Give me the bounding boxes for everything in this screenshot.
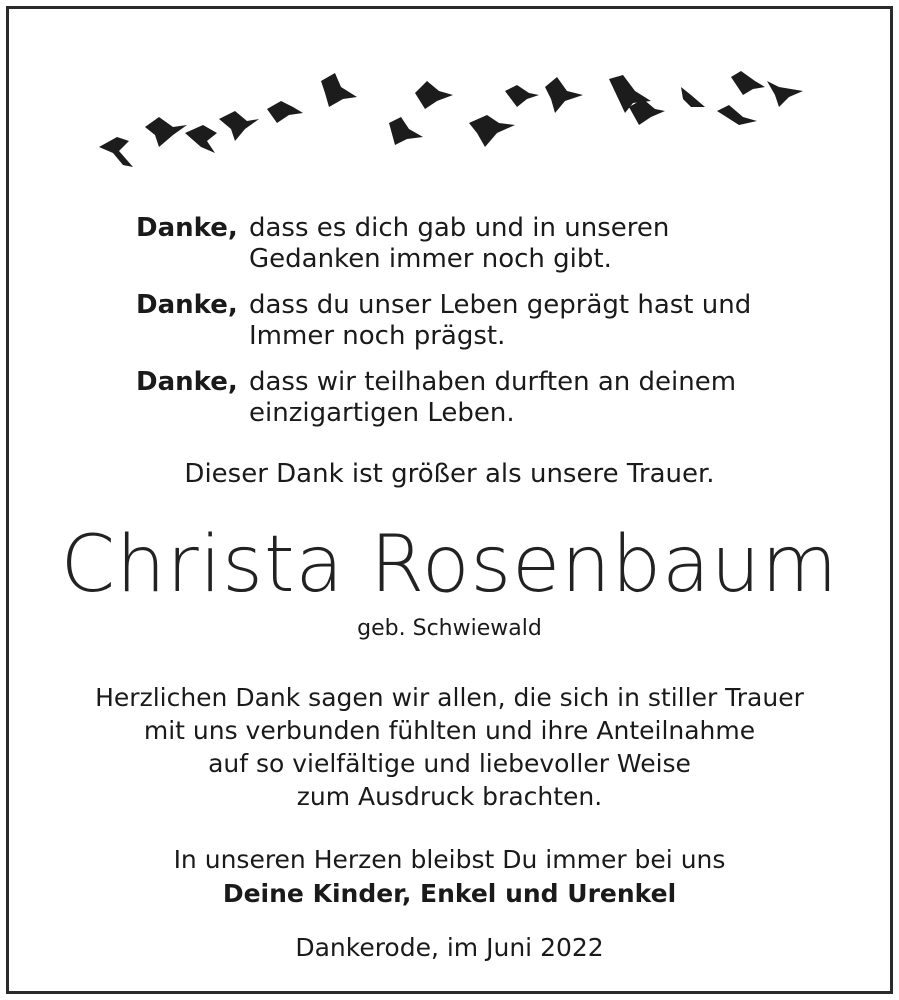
thanks-line: Gedanken immer noch gibt. — [249, 244, 612, 274]
thanks-word: Danke, — [136, 213, 238, 243]
obituary-card — [6, 6, 893, 994]
thanks-word: Danke, — [136, 367, 238, 397]
thanks-line: dass du unser Leben geprägt hast und — [249, 290, 752, 320]
thanks-word: Danke, — [136, 290, 238, 320]
signoff-line: In unseren Herzen bleibst Du immer bei uns — [173, 845, 726, 874]
flying-birds-icon — [89, 67, 819, 179]
thanks-row — [136, 290, 856, 352]
birth-name: geb. Schwiewald — [357, 616, 542, 641]
deceased-name: Christa Rosenbaum — [60, 520, 839, 610]
thanks-text — [249, 290, 856, 352]
thanks-line: einzigartigen Leben. — [249, 398, 515, 428]
place-date: Dankerode, im Juni 2022 — [295, 933, 604, 962]
thanks-row — [136, 367, 856, 429]
family-signature: Deine Kinder, Enkel und Urenkel — [222, 879, 677, 908]
thanks-line: dass es dich gab und in unseren — [249, 213, 670, 243]
message-line: zum Ausdruck brachten. — [296, 782, 603, 811]
message-line: mit uns verbunden fühlten und ihre Anteilnahme — [143, 716, 756, 745]
message-line: Herzlichen Dank sagen wir allen, die sich in stiller Trauer — [95, 683, 804, 712]
thanks-row — [136, 213, 856, 275]
thanks-section — [136, 213, 856, 444]
thank-you-message — [9, 681, 890, 813]
message-line: auf so vielfältige und liebevoller Weise — [208, 749, 691, 778]
thanks-text — [249, 213, 856, 275]
thanks-line: Immer noch prägst. — [249, 321, 506, 351]
thanks-text — [249, 367, 856, 429]
closing-line: Dieser Dank ist größer als unsere Trauer. — [184, 459, 715, 489]
thanks-line: dass wir teilhaben durften an deinem — [249, 367, 737, 397]
